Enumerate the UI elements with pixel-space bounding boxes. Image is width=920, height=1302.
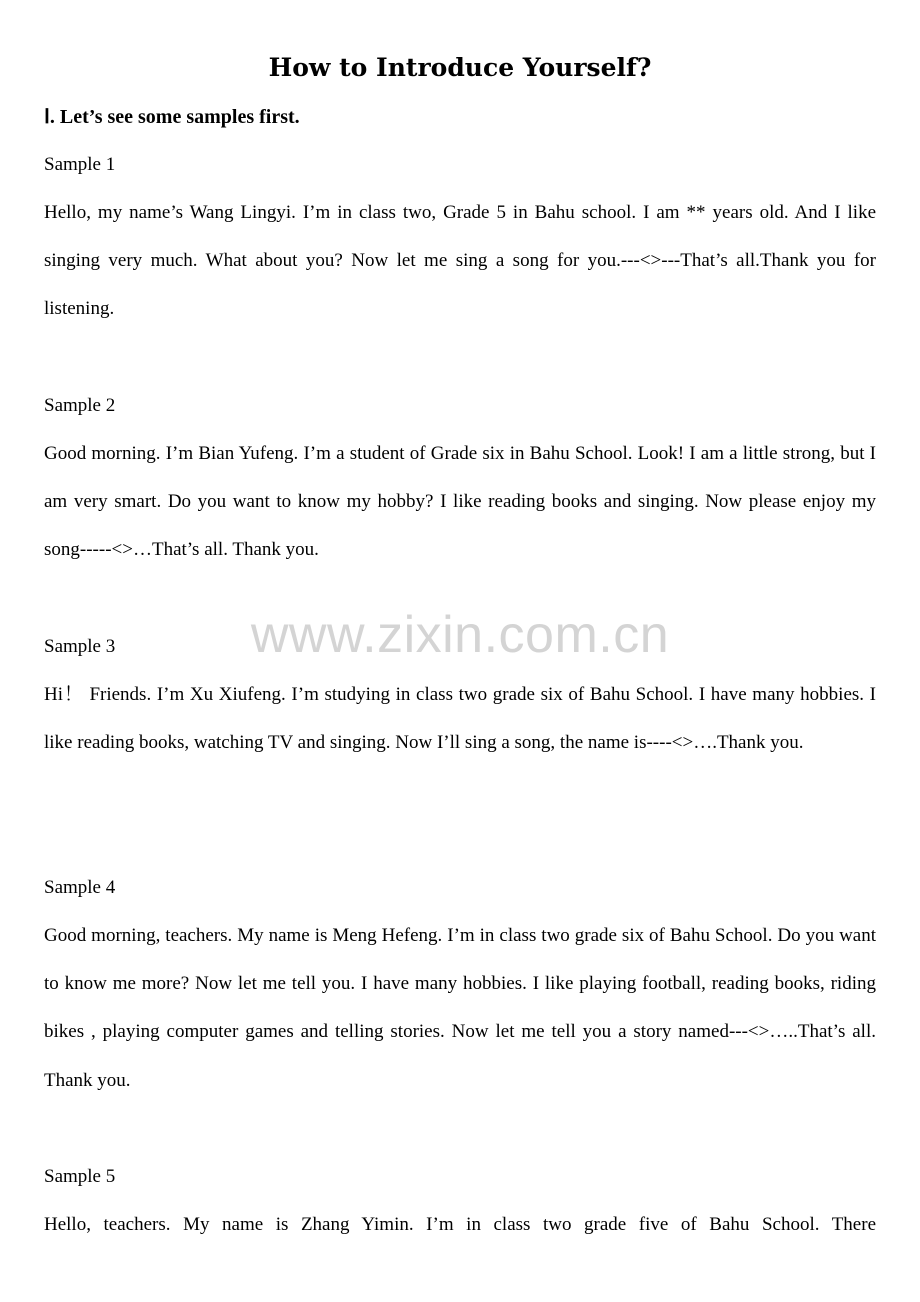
page-title: How to Introduce Yourself? <box>268 53 652 82</box>
sample-4-text: Good morning, teachers. My name is Meng Hefeng. I’m in class two grade six of Bahu School. Do you want to know me more? Now let me tell you. I have many hobbies. I like playing football, reading books, riding bikes , playing computer games and telling stories. Now let me tell you a story named---<>…..That’s all. Thank you. <box>44 925 876 1091</box>
sample-2-text: Good morning. I’m Bian Yufeng. I’m a student of Grade six in Bahu School. Look! I am a little strong, but I am very smart. Do you want to know my hobby? I like reading books and singing. Now please enjoy my song-----<>…That’s all. Thank you. <box>44 443 876 561</box>
sample-2-label: Sample 2 <box>44 395 116 416</box>
sample-3-text: Hi！ Friends. I’m Xu Xiufeng. I’m studying in class two grade six of Bahu School. I have many hobbies. I like reading books, watching TV and singing. Now I’ll sing a song, the name is----<>….Thank you. <box>44 684 876 754</box>
sample-1-label: Sample 1 <box>44 154 116 175</box>
section-heading: Ⅰ. Let’s see some samples first. <box>44 106 300 128</box>
watermark: www.zixin.com.cn <box>250 606 670 664</box>
sample-1-text: Hello, my name’s Wang Lingyi. I’m in class two, Grade 5 in Bahu school. I am ** years old. And I like singing very much. What about you? Now let me sing a song for you.---<>---That’s all.Thank you for listening. <box>44 202 876 320</box>
sample-5-label: Sample 5 <box>44 1166 116 1187</box>
sample-3-label: Sample 3 <box>44 636 116 657</box>
sample-5-text: Hello, teachers. My name is Zhang Yimin. I’m in class two grade five of Bahu School. There <box>44 1214 876 1235</box>
sample-4-label: Sample 4 <box>44 877 116 898</box>
